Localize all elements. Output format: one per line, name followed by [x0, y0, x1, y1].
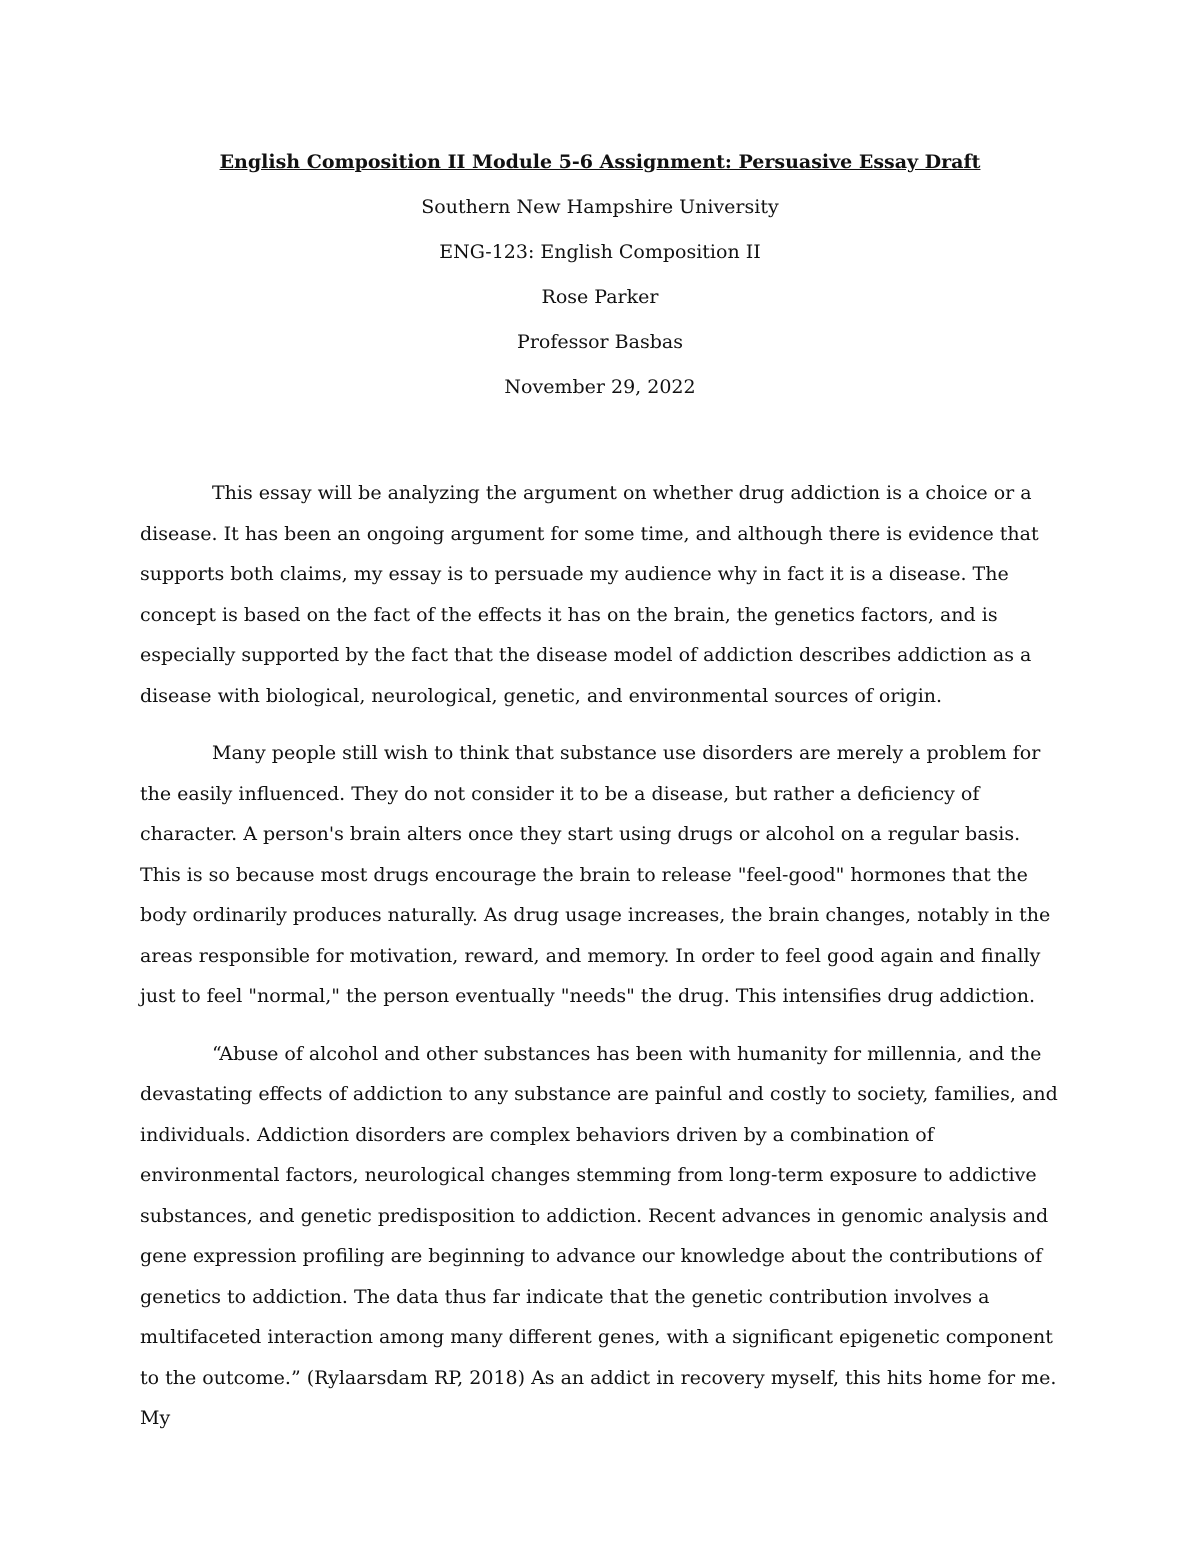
- essay-body: [140, 473, 1060, 1439]
- paragraph-intro: This essay will be analyzing the argument on whether drug addiction is a choice or a disease. It has been an ongoing argument for some time, and although there is evidence that supports both claims, my essay is to persuade my audience why in fact it is a disease. The concept is based on the fact of the effects it has on the brain, the genetics factors, and is especially supported by the fact that the disease model of addiction describes addiction as a disease with biological, neurological, genetic, and environmental sources of origin.: [140, 482, 1039, 707]
- paragraph-brain-changes: Many people still wish to think that substance use disorders are merely a problem for the easily influenced. They do not consider it to be a disease, but rather a deficiency of character. A person's brain alters once they start using drugs or alcohol on a regular basis. This is so because most drugs encourage the brain to release "feel-good" hormones that the body ordinarily produces naturally. As drug usage increases, the brain changes, notably in the areas responsible for motivation, reward, and memory. In order to feel good again and finally just to feel "normal," the person eventually "needs" the drug. This intensifies drug addiction.: [140, 742, 1051, 1007]
- course-name: ENG-123: English Composition II: [439, 241, 761, 263]
- author-name: Rose Parker: [541, 286, 659, 308]
- document-date: November 29, 2022: [504, 376, 696, 398]
- university-name: Southern New Hampshire University: [421, 196, 779, 218]
- title-block: [140, 140, 1060, 410]
- professor-name: Professor Basbas: [517, 331, 683, 353]
- paragraph-genetics-quote: “Abuse of alcohol and other substances has been with humanity for millennia, and the devastating effects of addiction to any substance are painful and costly to society, families, and individuals. Addiction disorders are complex behaviors driven by a combination of environmental factors, neurological changes stemming from long-term exposure to addictive substances, and genetic predisposition to addiction. Recent advances in genomic analysis and gene expression profiling are beginning to advance our knowledge about the contributions of genetics to addiction. The data thus far indicate that the genetic contribution involves a multifaceted interaction among many different genes, with a significant epigenetic component to the outcome.” (Rylaarsdam RP, 2018) As an addict in recovery myself, this hits home for me. My: [140, 1042, 1058, 1429]
- document-title: English Composition II Module 5-6 Assignment: Persuasive Essay Draft: [219, 151, 981, 173]
